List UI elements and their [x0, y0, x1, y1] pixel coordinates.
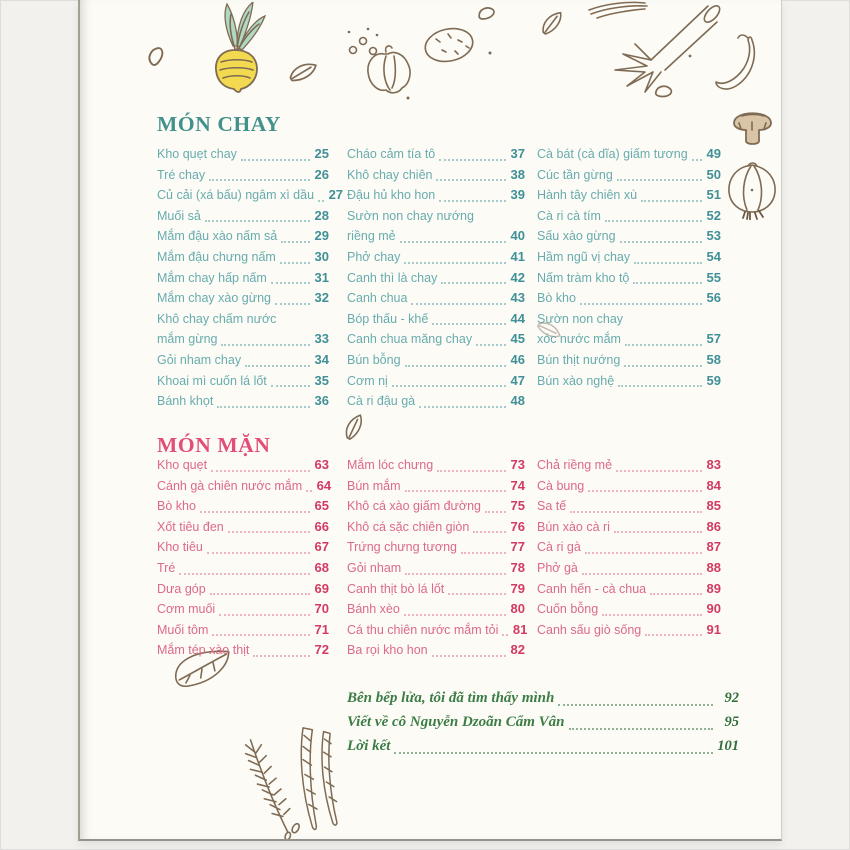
toc-entry: [537, 144, 721, 165]
toc-entry: [157, 517, 329, 538]
toc-entry: [347, 371, 525, 392]
toc-entry: [347, 579, 525, 600]
toc-entry-page-number: 52: [706, 207, 721, 223]
toc-entry-page-number: 37: [510, 146, 525, 161]
toc-column-chay-3: [537, 144, 721, 391]
toc-entry: [157, 579, 329, 600]
toc-entry-page-number: 34: [314, 351, 329, 367]
garlic-bulb-icon: [724, 160, 780, 220]
toc-entry: [157, 288, 329, 309]
toc-entry: [537, 599, 721, 620]
toc-entry: [347, 599, 525, 620]
toc-entry-page-number: 88: [706, 559, 721, 575]
dotted-leader: [210, 593, 310, 595]
dotted-leader: [645, 634, 702, 636]
dotted-leader: [306, 490, 312, 492]
toc-entry: [537, 206, 721, 227]
toc-entry: [347, 734, 739, 758]
dotted-leader: [634, 262, 702, 264]
dotted-leader: [419, 406, 506, 408]
toc-entry-page-number: 81: [512, 621, 528, 637]
toc-entry-page-number: 33: [314, 331, 329, 347]
toc-entry-label: Canh hến - cà chua: [537, 581, 647, 596]
toc-entry: [347, 517, 525, 538]
toc-entry-label: Bún xào cà ri: [537, 519, 610, 534]
toc-entry: [157, 620, 329, 641]
toc-entry: [537, 537, 721, 558]
toc-entry-label: Khoai mì cuốn lá lốt: [157, 373, 267, 388]
toc-entry-page-number: 50: [706, 166, 721, 182]
toc-entry-page-number: 27: [328, 187, 344, 203]
dotted-leader: [241, 159, 310, 161]
dotted-leader: [394, 752, 713, 754]
toc-entry: [537, 165, 721, 186]
toc-entry-label: Muối sả: [157, 208, 201, 223]
toc-entry-label: Cà ri gà: [537, 540, 581, 555]
toc-entry: [347, 165, 525, 186]
toc-entry: [537, 476, 721, 497]
toc-entry-label: Mắm chay hấp nấm: [157, 270, 267, 285]
dotted-leader: [436, 179, 506, 181]
toc-entry-page-number: 45: [510, 331, 525, 347]
toc-entry-page-number: 56: [706, 290, 721, 306]
toc-entry: [157, 391, 329, 412]
toc-entry-page-number: 89: [706, 580, 721, 596]
dotted-leader: [217, 406, 310, 408]
toc-entry-page-number: 30: [314, 248, 329, 264]
toc-entry-page-number: 63: [314, 457, 329, 472]
toc-entry-label: riềng mẻ: [347, 229, 396, 244]
toc-entry-label: Khô chay chấm nước: [157, 311, 277, 326]
toc-entry: [347, 247, 525, 268]
toc-entry-page-number: 25: [314, 146, 329, 161]
toc-entry-page-number: 65: [314, 498, 329, 514]
toc-entry-page-number: 70: [314, 601, 329, 617]
dotted-leader: [570, 511, 702, 513]
toc-entry-page-number: 38: [510, 166, 525, 182]
toc-entry-page-number: 49: [706, 146, 721, 161]
dotted-leader: [219, 614, 310, 616]
toc-entry-label: Củ cải (xá bấu) ngâm xì dầu: [157, 188, 315, 203]
toc-entry: [157, 599, 329, 620]
toc-entry: [157, 268, 329, 289]
toc-entry-page-number: 31: [314, 269, 329, 285]
toc-entry-label: Đậu hủ kho hon: [347, 188, 436, 203]
toc-entry-page-number: 84: [706, 477, 721, 493]
dotted-leader: [209, 179, 310, 181]
dotted-leader: [280, 262, 310, 264]
section-title-mon-man: MÓN MẶN: [157, 433, 271, 457]
dotted-leader: [585, 552, 702, 554]
dotted-leader: [441, 282, 506, 284]
garlic-clove-icon: [474, 3, 499, 26]
toc-entry-label: Dưa góp: [157, 581, 206, 596]
toc-entry: [347, 558, 525, 579]
toc-entry-page-number: 29: [314, 228, 329, 244]
dotted-leader: [448, 593, 506, 595]
toc-entry-page-number: 83: [706, 457, 721, 472]
toc-entry-label: Gỏi nham chay: [157, 352, 242, 367]
toc-entry-label: Cà ri cà tím: [537, 208, 601, 223]
dotted-leader: [245, 365, 310, 367]
toc-column-man-2: [347, 455, 528, 661]
toc-entry-label: Sườn non chay nướng: [347, 208, 474, 223]
dotted-leader: [485, 511, 506, 513]
toc-entry-label: Hành tây chiên xù: [537, 188, 638, 203]
dotted-leader: [650, 593, 702, 595]
toc-entry-page-number: 78: [510, 559, 525, 575]
toc-entry-page-number: 53: [706, 228, 721, 244]
dotted-leader: [580, 303, 702, 305]
mushroom-icon: [728, 106, 776, 150]
toc-entry-label: Cà bung: [537, 478, 585, 493]
toc-entry-page-number: 92: [724, 690, 739, 706]
dotted-leader: [473, 531, 506, 533]
toc-entry-label: Kho quẹt chay: [157, 147, 237, 161]
dotted-leader: [281, 241, 310, 243]
toc-entry-label: Trứng chưng tương: [347, 540, 457, 555]
toc-entry: [157, 309, 329, 350]
dotted-leader: [207, 552, 310, 554]
toc-entry-page-number: 91: [706, 621, 721, 637]
toc-entry: [537, 455, 721, 476]
toc-entry-page-number: 85: [706, 498, 721, 514]
toc-entry-label: Canh sấu giò sống: [537, 622, 642, 637]
toc-entry-page-number: 82: [510, 642, 525, 658]
dotted-leader: [432, 323, 506, 325]
dotted-leader: [211, 470, 310, 472]
toc-entry-page-number: 71: [314, 621, 329, 637]
dotted-leader: [228, 531, 310, 533]
book-page: [78, 0, 782, 841]
toc-entry-page-number: 87: [706, 539, 721, 555]
toc-entry-label: Cúc tần gừng: [537, 167, 613, 182]
toc-entry-page-number: 86: [706, 518, 721, 534]
leaf-icon: [538, 8, 565, 37]
toc-entry-page-number: 72: [314, 642, 329, 658]
dotted-leader: [624, 365, 702, 367]
toc-entry-label: Mắm lóc chưng: [347, 458, 434, 472]
toc-entry: [347, 391, 525, 412]
toc-entry-label: Canh chua: [347, 291, 408, 306]
dotted-leader: [617, 179, 702, 181]
leek-icon: [587, 0, 722, 95]
toc-column-chay-1: [157, 144, 344, 412]
dotted-leader: [271, 282, 310, 284]
dotted-leader: [569, 728, 713, 730]
toc-entry: [347, 268, 525, 289]
dotted-leader: [271, 385, 310, 387]
toc-entry-page-number: 75: [510, 498, 525, 514]
toc-entry-label: Sa tế: [537, 499, 567, 514]
toc-entry: [537, 185, 721, 206]
toc-entry-label: Kho quẹt: [157, 458, 208, 472]
dotted-leader: [405, 490, 507, 492]
toc-entry: [537, 517, 721, 538]
garlic-clove-icon: [143, 45, 169, 69]
toc-entry-label: Sườn non chay: [537, 311, 624, 326]
toc-entry: [347, 350, 525, 371]
toc-entry: [157, 165, 329, 186]
toc-entry-page-number: 54: [706, 248, 721, 264]
dotted-leader: [212, 634, 310, 636]
toc-entry: [537, 558, 721, 579]
toc-entry-page-number: 77: [510, 539, 525, 555]
toc-entry-label: Bún thịt nướng: [537, 352, 621, 367]
asparagus-icon: [290, 726, 345, 838]
toc-entry-label: Chả riềng mẻ: [537, 458, 613, 472]
toc-entry: [347, 537, 525, 558]
toc-entry-label: Gỏi nham: [347, 560, 402, 575]
toc-entry-page-number: 66: [314, 518, 329, 534]
toc-entry-page-number: 101: [717, 738, 739, 754]
dotted-leader: [405, 573, 506, 575]
toc-entry-label: Tré chay: [157, 167, 206, 182]
toc-entry-page-number: 59: [706, 372, 721, 388]
toc-entry-label: Mắm đậu xào nấm sả: [157, 229, 278, 244]
toc-entry: [157, 537, 329, 558]
toc-entry: [537, 309, 721, 350]
toc-entry: [347, 144, 525, 165]
dotted-leader: [439, 200, 506, 202]
toc-entry-page-number: 43: [510, 290, 525, 306]
toc-entry: [537, 247, 721, 268]
toc-entry-label: Kho tiêu: [157, 540, 203, 555]
dotted-leader: [620, 241, 702, 243]
toc-entry: [347, 288, 525, 309]
toc-entry-label: Khô chay chiên: [347, 167, 433, 182]
dotted-leader: [692, 159, 702, 161]
toc-entry-label: Ba rọi kho hon: [347, 643, 428, 658]
leaf-icon: [287, 57, 318, 87]
dotted-leader: [253, 655, 310, 657]
dotted-leader: [625, 344, 702, 346]
toc-entry-label: Muối tôm: [157, 622, 209, 637]
toc-entry: [157, 371, 329, 392]
toc-entry: [347, 329, 525, 350]
toc-entry-page-number: 36: [314, 393, 329, 409]
toc-entry: [347, 496, 525, 517]
toc-entry-page-number: 80: [510, 601, 525, 617]
toc-entry-label: mắm gừng: [157, 332, 218, 347]
toc-entry: [347, 206, 525, 247]
toc-entry-label: Nấm tràm kho tộ: [537, 270, 630, 285]
toc-entry-page-number: 51: [706, 187, 721, 203]
toc-entry-label: xóc nước mắm: [537, 332, 621, 347]
toc-column-chay-2: [347, 144, 525, 412]
toc-entry-page-number: 26: [314, 166, 329, 182]
toc-entry-label: Bò kho: [537, 291, 576, 306]
toc-entry-label: Bánh khọt: [157, 394, 214, 409]
toc-entry: [537, 371, 721, 392]
toc-entry-label: Cánh gà chiên nước mắm: [157, 478, 303, 493]
toc-entry-label: Lời kết: [347, 738, 391, 754]
toc-entry: [537, 288, 721, 309]
toc-entry-page-number: 48: [510, 393, 525, 409]
toc-entry-label: Phở chay: [347, 249, 401, 264]
toc-entry-label: Bánh xèo: [347, 602, 400, 617]
toc-entry-label: Bên bếp lửa, tôi đã tìm thấy mình: [347, 690, 555, 706]
dotted-leader: [439, 159, 506, 161]
toc-entry: [537, 226, 721, 247]
toc-entry: [157, 455, 329, 476]
dotted-leader: [411, 303, 506, 305]
toc-entry-label: Bún bỗng: [347, 352, 401, 367]
toc-entry: [537, 268, 721, 289]
toc-entry: [537, 350, 721, 371]
toc-entry-label: Bò kho: [157, 499, 196, 514]
dotted-leader: [404, 614, 506, 616]
toc-entry-page-number: 44: [510, 310, 525, 326]
dotted-leader: [502, 634, 508, 636]
toc-entry-label: Bún xào nghệ: [537, 373, 615, 388]
toc-entry: [347, 455, 525, 476]
dotted-leader: [641, 200, 702, 202]
potato-icon: [422, 22, 476, 68]
dotted-leader: [588, 490, 702, 492]
toc-entry-page-number: 57: [706, 331, 721, 347]
dotted-leader: [614, 531, 702, 533]
dotted-leader: [221, 344, 310, 346]
toc-entry-page-number: 41: [510, 248, 525, 264]
toc-entry-page-number: 90: [706, 601, 721, 617]
toc-entry-label: Canh thì là chay: [347, 270, 438, 285]
speck-dot: [487, 50, 493, 56]
toc-entry-label: Cháo cảm tía tô: [347, 147, 436, 161]
toc-entry-label: Khô cá sặc chiên giòn: [347, 519, 470, 534]
toc-entry-page-number: 67: [314, 539, 329, 555]
turnip-icon: [207, 2, 271, 94]
toc-entry-label: Cơm muối: [157, 602, 216, 617]
toc-entry: [537, 579, 721, 600]
toc-entry: [157, 144, 329, 165]
toc-entry: [347, 476, 525, 497]
dotted-leader: [432, 655, 506, 657]
toc-entry: [537, 496, 721, 517]
toc-entry-page-number: 28: [314, 207, 329, 223]
toc-entry-label: Cá thu chiên nước mắm tỏi: [347, 622, 499, 637]
toc-entry: [157, 558, 329, 579]
closing-list: [347, 686, 739, 758]
toc-entry-label: Cà ri đậu gà: [347, 394, 416, 409]
dotted-leader: [605, 220, 702, 222]
dotted-leader: [275, 303, 310, 305]
toc-entry-page-number: 42: [510, 269, 525, 285]
toc-entry-page-number: 46: [510, 351, 525, 367]
toc-entry-label: Canh chua măng chay: [347, 332, 473, 347]
toc-entry: [157, 226, 329, 247]
toc-entry-label: Sấu xào gừng: [537, 229, 616, 244]
toc-entry-page-number: 47: [510, 372, 525, 388]
toc-entry-page-number: 73: [510, 457, 525, 472]
dotted-leader: [558, 704, 713, 706]
bell-pepper-icon: [362, 44, 416, 100]
dotted-leader: [437, 470, 506, 472]
toc-entry-label: Khô cá xào giấm đường: [347, 499, 482, 514]
toc-entry-label: Viết về cô Nguyễn Dzoãn Cẩm Vân: [347, 714, 565, 730]
toc-entry: [347, 710, 739, 734]
toc-entry-page-number: 32: [314, 290, 329, 306]
toc-entry-page-number: 64: [316, 477, 332, 493]
dotted-leader: [602, 614, 702, 616]
toc-entry-label: Tré: [157, 560, 176, 575]
toc-entry: [157, 247, 329, 268]
toc-entry-label: Mắm đậu chưng nấm: [157, 249, 276, 264]
toc-entry-page-number: 95: [724, 714, 739, 730]
toc-entry: [157, 640, 329, 661]
toc-entry-page-number: 40: [510, 228, 525, 244]
dotted-leader: [461, 552, 506, 554]
toc-entry-label: Hầm ngũ vị chay: [537, 249, 631, 264]
toc-entry-label: Cuốn bỗng: [537, 602, 599, 617]
section-title-mon-chay: MÓN CHAY: [157, 112, 282, 136]
dotted-leader: [618, 385, 702, 387]
toc-entry: [157, 476, 332, 497]
dotted-leader: [404, 262, 506, 264]
toc-entry-page-number: 74: [510, 477, 525, 493]
leaf-icon: [339, 413, 369, 442]
toc-entry-page-number: 79: [510, 580, 525, 596]
toc-entry-label: Xốt tiêu đen: [157, 519, 224, 534]
toc-column-man-3: [537, 455, 721, 640]
toc-entry-label: Canh thịt bò lá lốt: [347, 581, 445, 596]
dotted-leader: [205, 220, 310, 222]
dotted-leader: [200, 511, 310, 513]
toc-entry: [157, 206, 329, 227]
dotted-leader: [633, 282, 702, 284]
toc-entry-page-number: 76: [510, 518, 525, 534]
toc-entry: [157, 185, 344, 206]
toc-entry-label: Cà bát (cà dĩa) giấm tương: [537, 147, 688, 161]
toc-entry-page-number: 58: [706, 351, 721, 367]
dotted-leader: [405, 365, 506, 367]
dotted-leader: [318, 200, 324, 202]
toc-entry: [347, 185, 525, 206]
toc-entry: [347, 309, 525, 330]
toc-entry: [347, 686, 739, 710]
dotted-leader: [582, 573, 702, 575]
dotted-leader: [400, 241, 506, 243]
toc-entry-label: Cơm nị: [347, 373, 388, 388]
dotted-leader: [616, 470, 702, 472]
toc-entry: [347, 620, 528, 641]
toc-entry-page-number: 55: [706, 269, 721, 285]
toc-entry: [537, 620, 721, 641]
dotted-leader: [179, 573, 310, 575]
toc-entry-label: Bóp thấu - khế: [347, 311, 429, 326]
toc-entry-label: Mắm tép xào thịt: [157, 643, 250, 658]
toc-entry: [157, 496, 329, 517]
toc-entry-label: Mắm chay xào gừng: [157, 291, 271, 306]
toc-entry-label: Phở gà: [537, 560, 578, 575]
toc-entry: [347, 640, 525, 661]
chili-icon: [714, 32, 764, 92]
dotted-leader: [392, 385, 506, 387]
dotted-leader: [476, 344, 506, 346]
toc-entry-page-number: 39: [510, 187, 525, 203]
toc-entry-page-number: 69: [314, 580, 329, 596]
toc-entry-label: Bún mắm: [347, 478, 401, 493]
toc-entry: [157, 350, 329, 371]
toc-entry-page-number: 68: [314, 559, 329, 575]
toc-column-man-1: [157, 455, 332, 661]
toc-entry-page-number: 35: [314, 372, 329, 388]
